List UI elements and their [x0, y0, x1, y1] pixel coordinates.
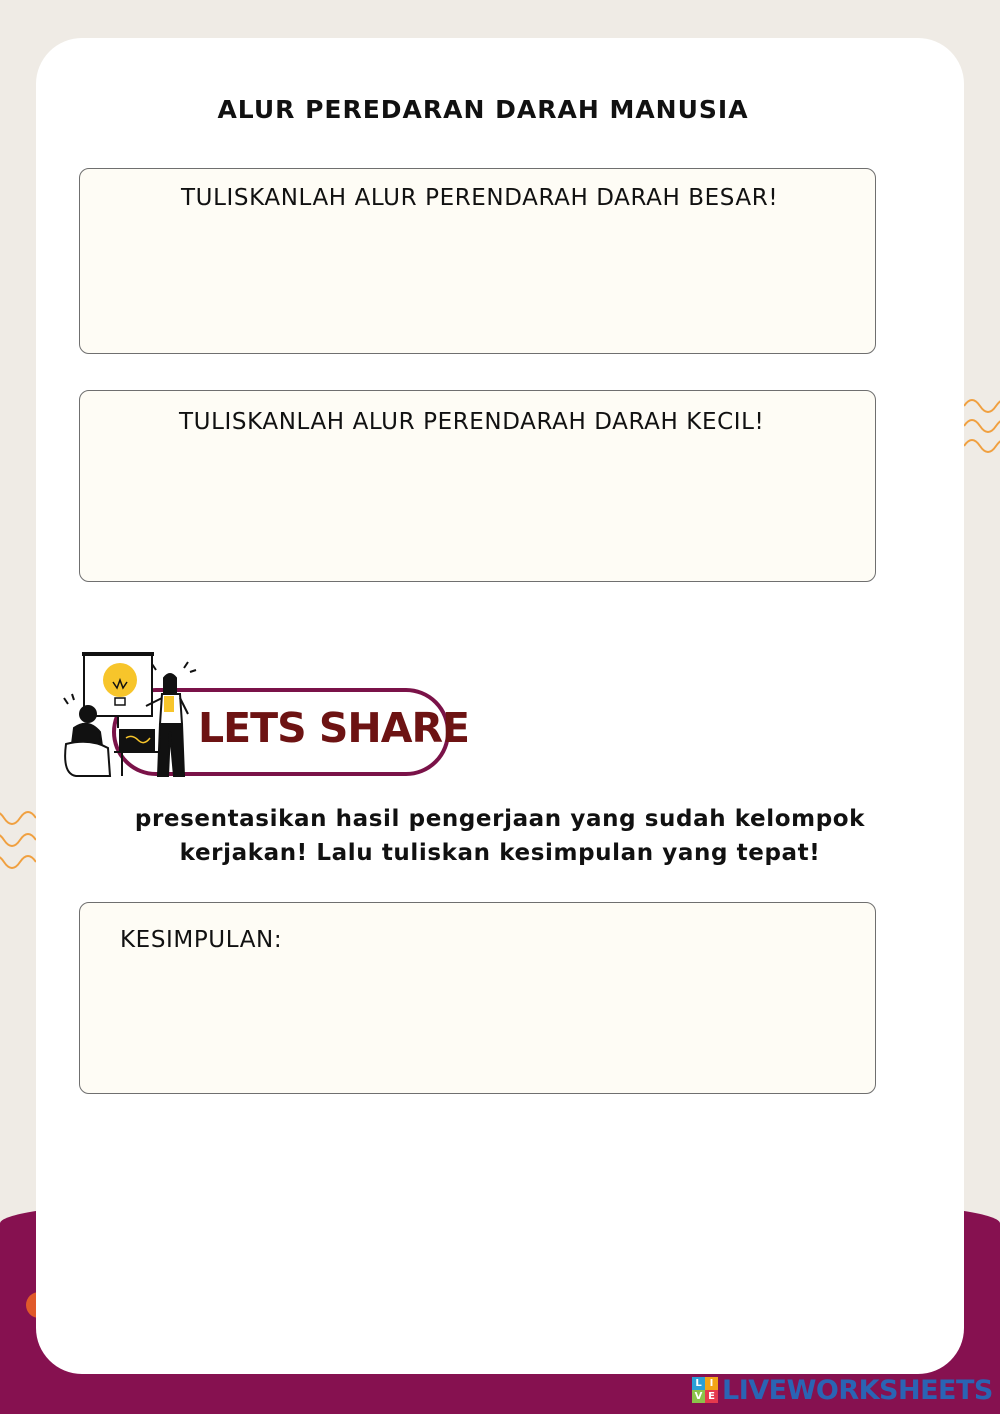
liveworksheets-logo — [692, 1377, 718, 1403]
answer-input-big-circulation[interactable] — [100, 229, 855, 337]
logo-letter-l: L — [692, 1377, 705, 1390]
answer-box-small-circulation — [79, 390, 876, 582]
answer-box-big-circulation — [79, 168, 876, 354]
answer-input-conclusion[interactable] — [100, 963, 855, 1077]
logo-letter-i: I — [705, 1377, 718, 1390]
lets-share-label: LETS SHARE — [198, 704, 470, 752]
instruction-line-2: kerjakan! Lalu tuliskan kesimpulan yang tepat! — [179, 840, 821, 866]
liveworksheets-brand[interactable] — [692, 1374, 993, 1406]
answer-box-conclusion — [79, 902, 876, 1094]
answer-box-conclusion-label: KESIMPULAN: — [120, 927, 283, 953]
answer-input-small-circulation[interactable] — [100, 451, 855, 565]
logo-letter-e: E — [705, 1390, 718, 1403]
presentation-illustration — [60, 648, 200, 783]
answer-box-small-label: TULISKANLAH ALUR PERENDARAH DARAH KECIL! — [179, 409, 765, 435]
instruction-text — [100, 802, 900, 870]
answer-box-big-label: TULISKANLAH ALUR PERENDARAH DARAH BESAR! — [181, 185, 779, 211]
wave-decoration-left — [0, 804, 38, 876]
instruction-line-1: presentasikan hasil pengerjaan yang sudah kelompok — [134, 806, 866, 832]
page-title: ALUR PEREDARAN DARAH MANUSIA — [217, 95, 749, 124]
logo-letter-v: V — [692, 1390, 705, 1403]
wave-decoration-right — [962, 392, 1000, 462]
liveworksheets-text: LIVEWORKSHEETS — [722, 1374, 993, 1406]
